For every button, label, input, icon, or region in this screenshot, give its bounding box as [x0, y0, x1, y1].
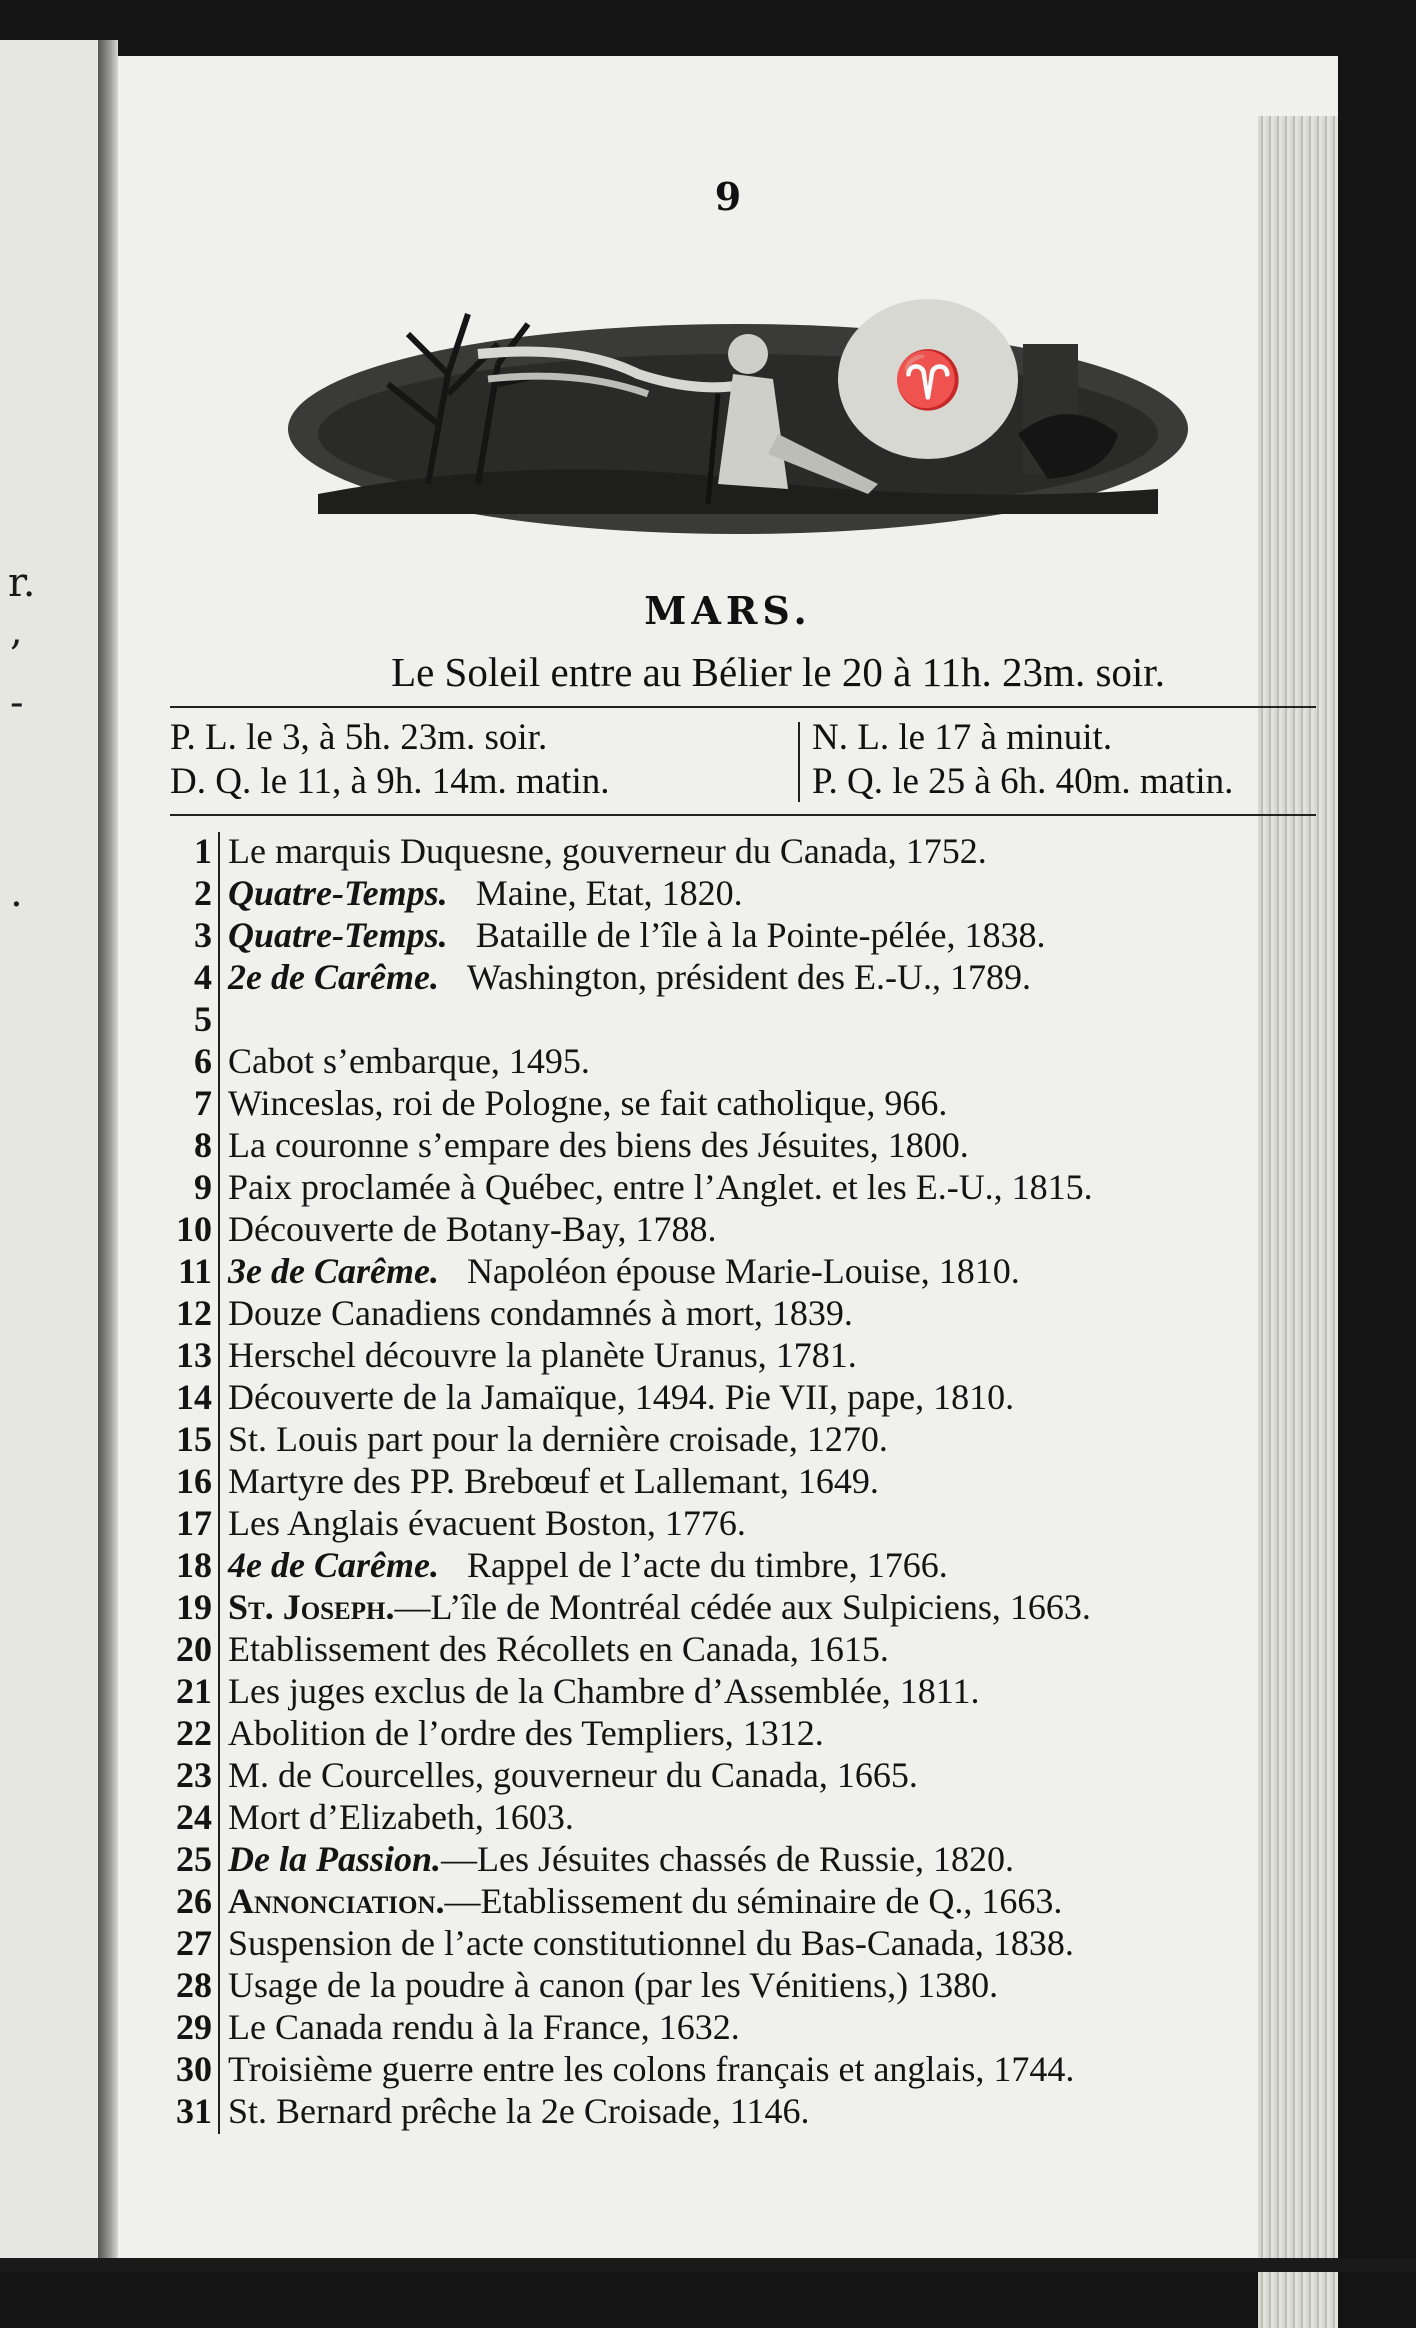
event-text: Washington, président des E.-U., 1789.	[466, 957, 1031, 997]
day-row	[148, 1964, 1328, 2006]
svg-text:♈: ♈	[893, 347, 963, 413]
day-entry	[228, 1208, 717, 1250]
day-divider	[218, 1084, 220, 1126]
scan-bottom-edge	[0, 2258, 1416, 2272]
event-text: Le marquis Duquesne, gouverneur du Canada, 1752.	[228, 831, 987, 871]
phase-full-moon: P. L. le 3, à 5h. 23m. soir.	[170, 717, 548, 758]
day-number: 7	[194, 1083, 212, 1123]
event-text: Douze Canadiens condamnés à mort, 1839.	[228, 1293, 853, 1333]
event-text: Martyre des PP. Brebœuf et Lallemant, 1649.	[228, 1461, 879, 1501]
day-entry	[228, 914, 1045, 956]
day-number: 6	[194, 1041, 212, 1081]
day-entry	[228, 1754, 918, 1796]
rule-bottom	[170, 814, 1316, 816]
day-number: 8	[194, 1125, 212, 1165]
day-divider	[218, 1882, 220, 1924]
day-divider	[218, 1966, 220, 2008]
left-page-edge	[0, 40, 98, 2272]
day-number: 11	[177, 1251, 212, 1291]
event-text: Paix proclamée à Québec, entre l’Anglet. et les E.-U., 1815.	[228, 1167, 1093, 1207]
day-number: 15	[176, 1419, 212, 1459]
event-text: M. de Courcelles, gouverneur du Canada, 1665.	[228, 1755, 918, 1795]
day-entry	[228, 1334, 857, 1376]
event-text: St. Louis part pour la dernière croisade, 1270.	[228, 1419, 888, 1459]
day-entry	[228, 1586, 1091, 1628]
event-text: Rappel de l’acte du timbre, 1766.	[466, 1545, 948, 1585]
day-divider	[218, 1378, 220, 1420]
day-row	[148, 1586, 1328, 1628]
day-divider	[218, 1630, 220, 1672]
event-text: Découverte de la Jamaïque, 1494. Pie VII, pape, 1810.	[228, 1377, 1015, 1417]
event-text: St. Bernard prêche la 2e Croisade, 1146.	[228, 2091, 810, 2131]
day-number: 1	[194, 831, 212, 871]
event-text: Bataille de l’île à la Pointe-pélée, 1838.	[475, 915, 1046, 955]
day-number: 9	[194, 1167, 212, 1207]
day-entry	[228, 1544, 948, 1586]
day-row	[148, 830, 1328, 872]
day-divider	[218, 832, 220, 874]
feast-name: Annonciation.	[228, 1881, 445, 1921]
day-divider	[218, 1126, 220, 1168]
event-text: Le Canada rendu à la France, 1632.	[228, 2007, 740, 2047]
day-divider	[218, 874, 220, 916]
day-row	[148, 1880, 1328, 1922]
day-divider	[218, 1504, 220, 1546]
sun-entry-line: Le Soleil entre au Bélier le 20 à 11h. 23m. soir.	[391, 649, 1165, 695]
day-entry	[228, 1502, 746, 1544]
event-text: Etablissement des Récollets en Canada, 1615.	[228, 1629, 889, 1669]
day-entry	[228, 1460, 879, 1502]
day-row	[148, 1418, 1328, 1460]
month-title: MARS.	[644, 588, 812, 633]
liturgical-note: 2e de Carême.	[228, 957, 439, 997]
event-text: La couronne s’empare des biens des Jésuites, 1800.	[228, 1125, 969, 1165]
day-row	[148, 1376, 1328, 1418]
liturgical-note: Quatre-Temps.	[228, 873, 448, 913]
day-entry	[228, 956, 1031, 998]
day-divider	[218, 1294, 220, 1336]
day-entry	[228, 1166, 1093, 1208]
day-row	[148, 1334, 1328, 1376]
liturgical-note: De la Passion.	[228, 1839, 442, 1879]
day-divider	[218, 1000, 220, 1042]
day-row	[148, 998, 1328, 1040]
phase-divider	[798, 722, 800, 802]
event-text: Maine, Etat, 1820.	[475, 873, 743, 913]
day-divider	[218, 1924, 220, 1966]
day-divider	[218, 1336, 220, 1378]
liturgical-note: Quatre-Temps.	[228, 915, 448, 955]
event-text: Découverte de Botany-Bay, 1788.	[228, 1209, 717, 1249]
day-number: 14	[176, 1377, 212, 1417]
liturgical-note: 3e de Carême.	[228, 1251, 439, 1291]
event-text: Troisième guerre entre les colons français et anglais, 1744.	[228, 2049, 1075, 2089]
day-entry	[228, 2048, 1074, 2090]
day-number: 3	[194, 915, 212, 955]
day-number: 5	[194, 999, 212, 1039]
event-text: —Etablissement du séminaire de Q., 1663.	[444, 1881, 1063, 1921]
day-entry	[228, 1124, 969, 1166]
left-page-fragment: ,	[10, 608, 23, 654]
day-divider	[218, 1672, 220, 1714]
day-number: 4	[194, 957, 212, 997]
rule-top	[170, 706, 1316, 708]
day-number: 18	[176, 1545, 212, 1585]
day-row	[148, 1796, 1328, 1838]
day-row	[148, 1250, 1328, 1292]
day-number: 10	[176, 1209, 212, 1249]
day-row	[148, 1544, 1328, 1586]
day-row	[148, 2090, 1328, 2132]
left-page-fragment: -	[10, 680, 24, 726]
day-list	[148, 830, 1328, 2132]
day-entry	[228, 2006, 740, 2048]
event-text: Winceslas, roi de Pologne, se fait catholique, 966.	[228, 1083, 948, 1123]
day-number: 26	[176, 1881, 212, 1921]
day-divider	[218, 1546, 220, 1588]
day-row	[148, 1628, 1328, 1670]
event-text: Les Anglais évacuent Boston, 1776.	[228, 1503, 746, 1543]
day-divider	[218, 916, 220, 958]
day-row	[148, 956, 1328, 998]
day-row	[148, 2006, 1328, 2048]
day-divider	[218, 2092, 220, 2134]
book-spine-shadow	[98, 40, 118, 2272]
day-entry	[228, 1880, 1062, 1922]
day-row	[148, 1082, 1328, 1124]
day-number: 21	[176, 1671, 212, 1711]
day-row	[148, 1922, 1328, 1964]
day-row	[148, 1292, 1328, 1334]
event-text: Mort d’Elizabeth, 1603.	[228, 1797, 574, 1837]
day-entry	[228, 1082, 947, 1124]
day-entry	[228, 1670, 979, 1712]
phase-first-quarter: P. Q. le 25 à 6h. 40m. matin.	[812, 761, 1234, 802]
day-row	[148, 1124, 1328, 1166]
day-number: 20	[176, 1629, 212, 1669]
day-divider	[218, 2050, 220, 2092]
day-number: 27	[176, 1923, 212, 1963]
event-text: —Les Jésuites chassés de Russie, 1820.	[441, 1839, 1014, 1879]
feast-name: St. Joseph.	[228, 1587, 395, 1627]
day-number: 22	[176, 1713, 212, 1753]
event-text: Les juges exclus de la Chambre d’Assemblée, 1811.	[228, 1671, 980, 1711]
day-row	[148, 1166, 1328, 1208]
day-divider	[218, 1588, 220, 1630]
day-entry	[228, 1838, 1014, 1880]
day-row	[148, 872, 1328, 914]
almanac-page	[118, 56, 1338, 2272]
day-number: 19	[176, 1587, 212, 1627]
day-number: 23	[176, 1755, 212, 1795]
day-entry	[228, 1964, 998, 2006]
day-entry	[228, 1376, 1014, 1418]
day-divider	[218, 2008, 220, 2050]
day-divider	[218, 1840, 220, 1882]
day-number: 28	[176, 1965, 212, 2005]
day-number: 29	[176, 2007, 212, 2047]
day-number: 12	[176, 1293, 212, 1333]
day-number: 25	[176, 1839, 212, 1879]
day-entry	[228, 1250, 1020, 1292]
day-number: 30	[176, 2049, 212, 2089]
event-text: Usage de la poudre à canon (par les Vénitiens,) 1380.	[228, 1965, 999, 2005]
left-page-fragment: r.	[8, 560, 36, 606]
event-text: Herschel découvre la planète Uranus, 1781.	[228, 1335, 857, 1375]
day-row	[148, 1838, 1328, 1880]
day-entry	[228, 1796, 574, 1838]
day-entry	[228, 1418, 888, 1460]
day-row	[148, 1670, 1328, 1712]
day-divider	[218, 1168, 220, 1210]
day-number: 17	[176, 1503, 212, 1543]
day-entry	[228, 1712, 824, 1754]
day-divider	[218, 1714, 220, 1756]
event-text: —L’île de Montréal cédée aux Sulpiciens, 1663.	[394, 1587, 1091, 1627]
day-entry	[228, 1628, 889, 1670]
day-row	[148, 1040, 1328, 1082]
liturgical-note: 4e de Carême.	[228, 1545, 439, 1585]
day-entry	[228, 872, 743, 914]
day-number: 24	[176, 1797, 212, 1837]
phase-last-quarter: D. Q. le 11, à 9h. 14m. matin.	[170, 761, 610, 802]
day-number: 31	[176, 2091, 212, 2131]
day-entry	[228, 1922, 1074, 1964]
event-text: Napoléon épouse Marie-Louise, 1810.	[466, 1251, 1020, 1291]
day-divider	[218, 1798, 220, 1840]
page-number: 9	[714, 174, 742, 219]
day-divider	[218, 1252, 220, 1294]
day-row	[148, 914, 1328, 956]
day-number: 2	[194, 873, 212, 913]
day-number: 13	[176, 1335, 212, 1375]
event-text: Abolition de l’ordre des Templiers, 1312.	[228, 1713, 824, 1753]
day-divider	[218, 1756, 220, 1798]
day-divider	[218, 1462, 220, 1504]
day-entry	[228, 1040, 590, 1082]
day-divider	[218, 1210, 220, 1252]
day-divider	[218, 958, 220, 1000]
phase-new-moon: N. L. le 17 à minuit.	[812, 717, 1113, 758]
day-row	[148, 1502, 1328, 1544]
left-page-fragment: .	[10, 870, 23, 916]
day-divider	[218, 1420, 220, 1462]
day-row	[148, 1754, 1328, 1796]
day-row	[148, 1460, 1328, 1502]
day-row	[148, 2048, 1328, 2090]
day-row	[148, 1712, 1328, 1754]
aries-woodcut-vignette	[278, 284, 1198, 554]
event-text: Cabot s’embarque, 1495.	[228, 1041, 590, 1081]
day-entry	[228, 1292, 853, 1334]
day-number: 16	[176, 1461, 212, 1501]
day-divider	[218, 1042, 220, 1084]
day-entry	[228, 830, 987, 872]
day-row	[148, 1208, 1328, 1250]
event-text: Suspension de l’acte constitutionnel du Bas-Canada, 1838.	[228, 1923, 1074, 1963]
day-entry	[228, 2090, 809, 2132]
